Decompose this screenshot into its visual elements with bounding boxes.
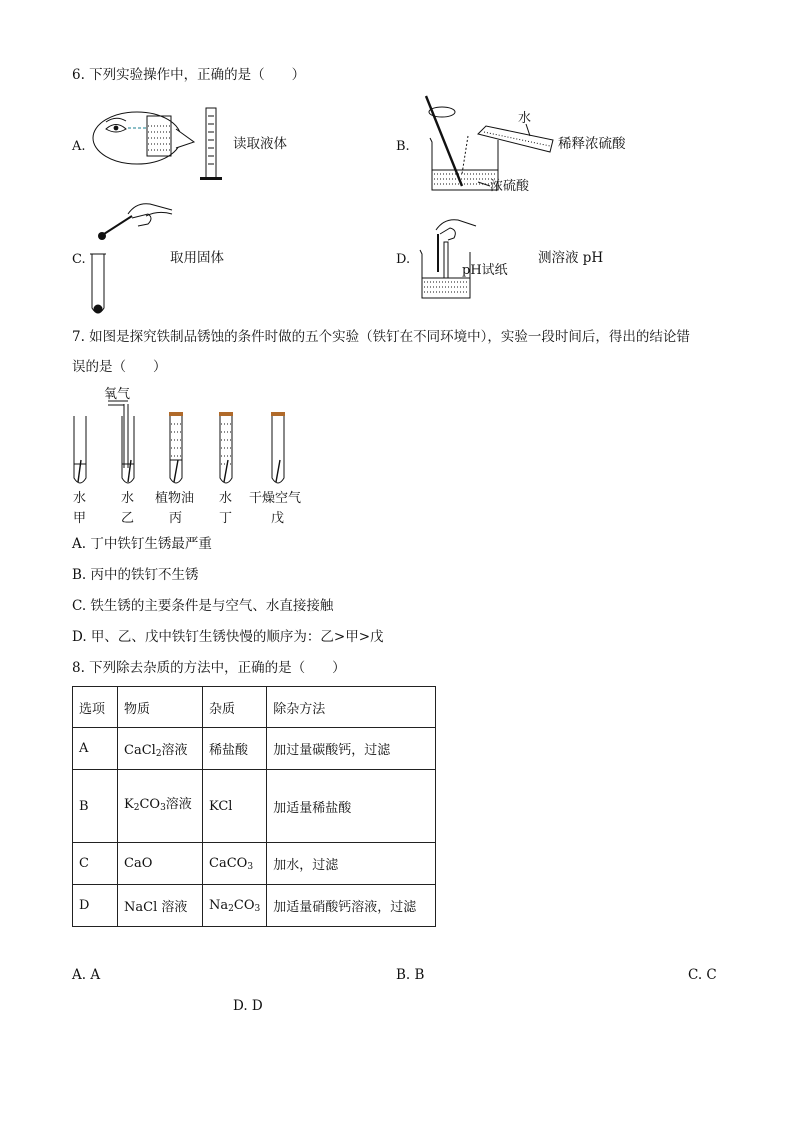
row-b-substance: $K_2CO_3$溶液 <box>118 770 203 843</box>
q6-option-b-letter[interactable]: B. <box>396 139 410 154</box>
table-row <box>73 728 436 770</box>
header-impurity: 杂质 <box>203 687 267 728</box>
q7-choice-a[interactable]: A. 丁中铁钉生锈最严重 <box>72 536 212 552</box>
q6-stem: 6. 下列实验操作中，正确的是（ ） <box>72 67 306 83</box>
q7-choice-b[interactable]: B. 丙中的铁钉不生锈 <box>72 567 199 583</box>
q7-choice-d[interactable]: D. 甲、乙、戊中铁钉生锈快慢的顺序为：乙>甲>戊 <box>72 629 384 645</box>
tube-yi-medium: 水 <box>121 491 135 506</box>
q7-stem-line2: 误的是（ ） <box>72 359 167 375</box>
table-row <box>73 770 436 843</box>
table-row <box>73 843 436 885</box>
tube-jia-medium: 水 <box>73 491 87 506</box>
q8-answer-b[interactable]: B. B <box>396 967 425 983</box>
q7-choice-c[interactable]: C. 铁生锈的主要条件是与空气、水直接接触 <box>72 598 334 614</box>
row-a-impurity: 稀盐酸 <box>203 728 267 770</box>
tube-wu-medium: 干燥空气 <box>249 491 302 506</box>
q6-a-reading-liquid-figure <box>92 102 242 184</box>
row-d-option: D <box>73 885 118 927</box>
q8-stem: 8. 下列除去杂质的方法中，正确的是（ ） <box>72 660 346 676</box>
tilted-beaker <box>478 126 553 152</box>
q8-answer-d[interactable]: D. D <box>233 998 263 1014</box>
header-method: 除杂方法 <box>267 687 436 728</box>
ph-paper-label: pH试纸 <box>462 263 508 278</box>
graduated-cylinder <box>200 108 222 180</box>
test-tube-upright <box>90 254 106 314</box>
tube-wu-name: 戊 <box>271 511 285 526</box>
tube-ding-name: 丁 <box>219 511 233 526</box>
liquid-dots <box>148 126 170 150</box>
row-d-substance: NaCl 溶液 <box>118 885 203 927</box>
row-d-method: 加适量硝酸钙溶液，过滤 <box>267 885 436 927</box>
q6-a-label: 读取液体 <box>233 136 287 152</box>
row-c-option: C <box>73 843 118 885</box>
row-c-impurity: CaCO$_3$ <box>203 843 267 885</box>
tube-jia <box>74 416 86 483</box>
q6-option-d-letter[interactable]: D. <box>396 252 411 267</box>
tube-bing <box>169 412 183 483</box>
row-d-impurity: $Na_2CO_3$ <box>203 885 267 927</box>
q8-answer-c[interactable]: C. C <box>688 967 717 983</box>
q6-d-label: 测溶液 pH <box>538 250 604 266</box>
q6-c-taking-solid-figure <box>88 196 178 320</box>
q8-answer-a[interactable]: A. A <box>72 967 101 983</box>
row-c-substance: CaO <box>118 843 203 885</box>
header-option: 选项 <box>73 687 118 728</box>
bubble-tail <box>176 129 194 148</box>
q6-c-label: 取用固体 <box>170 250 224 266</box>
table-row <box>73 885 436 927</box>
tube-bing-medium: 植物油 <box>155 491 195 506</box>
row-b-option: B <box>73 770 118 843</box>
q6-option-c-letter[interactable]: C. <box>72 252 86 267</box>
tube-yi <box>108 401 134 483</box>
conc-acid-label: 浓硫酸 <box>490 179 530 194</box>
tube-ding <box>219 412 233 483</box>
q6-option-a-letter[interactable]: A. <box>72 139 86 154</box>
table-header-row <box>73 687 436 728</box>
q6-d-ph-test-figure <box>418 216 528 300</box>
tube-yi-name: 乙 <box>121 511 135 526</box>
tube-ding-medium: 水 <box>219 491 233 506</box>
q6-b-label: 稀释浓硫酸 <box>558 136 626 152</box>
row-b-method: 加适量稀盐酸 <box>267 770 436 843</box>
q7-iron-nail-experiment-figure <box>68 384 318 528</box>
hand-tweezers-icon <box>98 204 172 240</box>
oxygen-label: 氧气 <box>104 387 131 402</box>
hand-icon <box>436 220 476 240</box>
header-substance: 物质 <box>118 687 203 728</box>
q8-table <box>72 686 436 927</box>
tube-wu <box>271 412 285 483</box>
row-a-method: 加过量碳酸钙，过滤 <box>267 728 436 770</box>
water-label: 水 <box>518 111 532 126</box>
tube-bing-name: 丙 <box>169 511 183 526</box>
row-a-option: A <box>73 728 118 770</box>
q6-b-diluting-acid-figure <box>418 94 568 194</box>
row-a-substance: CaCl$_2$溶液 <box>118 728 203 770</box>
q7-stem-line1: 7. 如图是探究铁制品锈蚀的条件时做的五个实验（铁钉在不同环境中），实验一段时间后，得出的结论错 <box>72 329 690 345</box>
row-c-method: 加水，过滤 <box>267 843 436 885</box>
row-b-impurity: KCl <box>203 770 267 843</box>
tube-jia-name: 甲 <box>73 511 87 526</box>
